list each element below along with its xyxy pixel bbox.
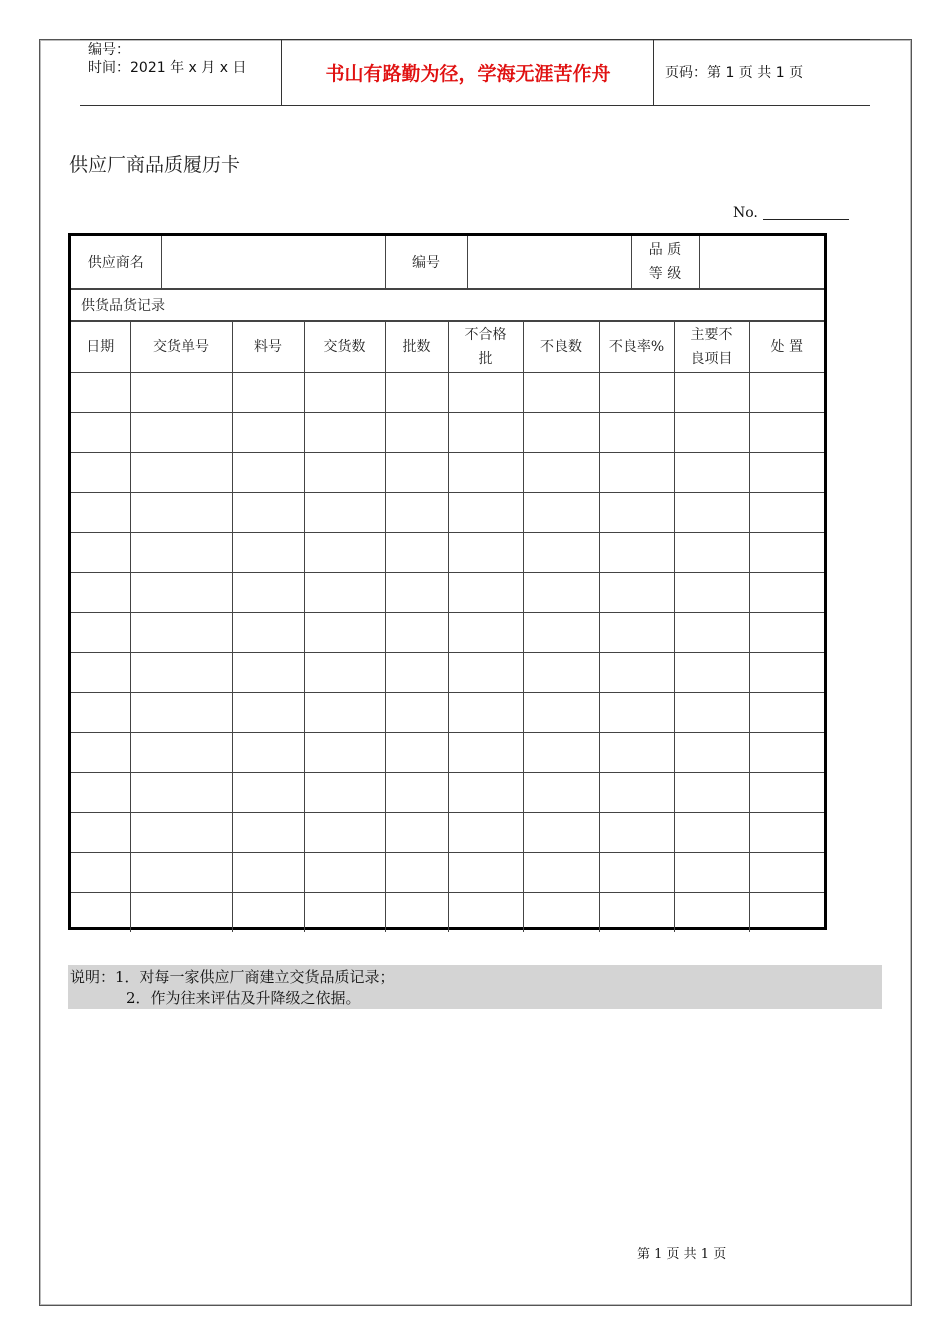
- records-header-row: [71, 321, 824, 372]
- table-cell[interactable]: [232, 572, 304, 612]
- table-cell[interactable]: [385, 372, 448, 412]
- table-cell[interactable]: [130, 812, 232, 852]
- serial-label: 编号：: [88, 42, 130, 58]
- table-cell[interactable]: [385, 572, 448, 612]
- table-cell[interactable]: [674, 812, 749, 852]
- number-field[interactable]: [763, 219, 849, 220]
- table-cell[interactable]: [130, 652, 232, 692]
- column-header: [674, 321, 749, 372]
- table-cell[interactable]: [232, 772, 304, 812]
- table-cell[interactable]: [523, 692, 599, 732]
- table-cell[interactable]: [523, 812, 599, 852]
- table-cell[interactable]: [71, 452, 130, 492]
- table-cell[interactable]: [232, 692, 304, 732]
- table-cell[interactable]: [599, 852, 674, 892]
- column-header-line2: 良项目: [690, 350, 733, 367]
- table-cell[interactable]: [749, 772, 824, 812]
- table-cell[interactable]: [599, 532, 674, 572]
- table-cell[interactable]: [674, 772, 749, 812]
- table-cell[interactable]: [304, 772, 385, 812]
- table-cell[interactable]: [71, 692, 130, 732]
- column-header: [523, 321, 599, 372]
- table-cell[interactable]: [71, 812, 130, 852]
- table-cell[interactable]: [448, 852, 523, 892]
- table-cell[interactable]: [71, 372, 130, 412]
- table-cell[interactable]: [448, 732, 523, 772]
- table-cell[interactable]: [232, 452, 304, 492]
- table-cell[interactable]: [130, 492, 232, 532]
- column-header: [448, 321, 523, 372]
- records-table: [71, 321, 824, 933]
- motto: 书山有路勤为径，学海无涯苦作舟: [325, 63, 611, 85]
- table-cell[interactable]: [599, 572, 674, 612]
- table-cell[interactable]: [304, 452, 385, 492]
- table-row: [71, 812, 824, 852]
- table-cell[interactable]: [232, 652, 304, 692]
- table-cell[interactable]: [599, 772, 674, 812]
- table-cell[interactable]: [599, 732, 674, 772]
- table-cell[interactable]: [448, 812, 523, 852]
- table-cell[interactable]: [523, 652, 599, 692]
- table-cell[interactable]: [385, 892, 448, 932]
- page-code: 页码：第 1 页 共 1 页: [665, 65, 804, 81]
- table-cell[interactable]: [523, 492, 599, 532]
- table-cell[interactable]: [130, 372, 232, 412]
- table-cell[interactable]: [71, 852, 130, 892]
- table-row: [71, 652, 824, 692]
- table-cell[interactable]: [71, 572, 130, 612]
- page-header: [80, 39, 870, 106]
- table-row: [71, 532, 824, 572]
- table-cell[interactable]: [232, 732, 304, 772]
- table-cell[interactable]: [71, 732, 130, 772]
- table-cell[interactable]: [385, 532, 448, 572]
- table-cell[interactable]: [599, 612, 674, 652]
- table-cell[interactable]: [71, 412, 130, 452]
- table-cell[interactable]: [71, 772, 130, 812]
- table-cell[interactable]: [749, 852, 824, 892]
- table-cell[interactable]: [130, 732, 232, 772]
- column-header: [599, 321, 674, 372]
- table-cell[interactable]: [304, 412, 385, 452]
- column-header: [385, 321, 448, 372]
- table-row: [71, 612, 824, 652]
- table-cell[interactable]: [385, 612, 448, 652]
- table-cell[interactable]: [71, 532, 130, 572]
- table-cell[interactable]: [674, 492, 749, 532]
- column-header-line1: 交货单号: [153, 338, 209, 355]
- table-cell[interactable]: [232, 412, 304, 452]
- table-cell[interactable]: [385, 452, 448, 492]
- table-cell[interactable]: [749, 612, 824, 652]
- table-cell[interactable]: [749, 692, 824, 732]
- table-row: [71, 572, 824, 612]
- table-cell[interactable]: [130, 612, 232, 652]
- supplier-name-field[interactable]: [161, 236, 385, 288]
- table-cell[interactable]: [71, 892, 130, 932]
- table-cell[interactable]: [523, 572, 599, 612]
- table-cell[interactable]: [523, 452, 599, 492]
- table-cell[interactable]: [304, 732, 385, 772]
- table-cell[interactable]: [71, 612, 130, 652]
- table-cell[interactable]: [71, 652, 130, 692]
- table-cell[interactable]: [448, 572, 523, 612]
- column-header-line1: 处 置: [770, 338, 803, 355]
- table-cell[interactable]: [599, 412, 674, 452]
- table-cell[interactable]: [130, 412, 232, 452]
- quality-grade-label-line1: 品 质: [648, 241, 682, 258]
- header-meta: [80, 40, 282, 106]
- table-cell[interactable]: [674, 372, 749, 412]
- records-label-table: [71, 289, 824, 321]
- table-cell[interactable]: [749, 452, 824, 492]
- table-cell[interactable]: [523, 852, 599, 892]
- table-cell[interactable]: [448, 492, 523, 532]
- table-cell[interactable]: [448, 532, 523, 572]
- table-cell[interactable]: [304, 852, 385, 892]
- table-cell[interactable]: [523, 532, 599, 572]
- table-cell[interactable]: [130, 852, 232, 892]
- table-cell[interactable]: [448, 652, 523, 692]
- column-header-line1: 批数: [402, 338, 431, 355]
- table-cell[interactable]: [304, 532, 385, 572]
- quality-grade-label: [631, 236, 699, 288]
- table-cell[interactable]: [674, 412, 749, 452]
- table-cell[interactable]: [523, 612, 599, 652]
- table-cell[interactable]: [448, 612, 523, 652]
- column-header-line1: 交货数: [323, 338, 366, 355]
- table-cell[interactable]: [232, 812, 304, 852]
- code-field[interactable]: [467, 236, 631, 288]
- table-row: [71, 772, 824, 812]
- table-cell[interactable]: [385, 852, 448, 892]
- table-cell[interactable]: [674, 612, 749, 652]
- column-header-line1: 不良数: [540, 338, 582, 355]
- table-cell[interactable]: [674, 852, 749, 892]
- table-cell[interactable]: [130, 772, 232, 812]
- table-cell[interactable]: [304, 892, 385, 932]
- column-header: [749, 321, 824, 372]
- table-cell[interactable]: [385, 812, 448, 852]
- table-cell[interactable]: [599, 892, 674, 932]
- table-row: [71, 852, 824, 892]
- table-cell[interactable]: [304, 612, 385, 652]
- column-header-line1: 不良率%: [608, 338, 665, 355]
- table-cell[interactable]: [599, 692, 674, 732]
- column-header: [130, 321, 232, 372]
- table-cell[interactable]: [749, 532, 824, 572]
- table-cell[interactable]: [385, 692, 448, 732]
- table-cell[interactable]: [523, 372, 599, 412]
- table-cell[interactable]: [130, 572, 232, 612]
- table-cell[interactable]: [599, 812, 674, 852]
- table-cell[interactable]: [130, 452, 232, 492]
- table-cell[interactable]: [385, 732, 448, 772]
- table-cell[interactable]: [71, 492, 130, 532]
- table-cell[interactable]: [749, 492, 824, 532]
- table-cell[interactable]: [130, 692, 232, 732]
- notes-box: [68, 965, 882, 1009]
- table-cell[interactable]: [674, 892, 749, 932]
- table-row: [71, 492, 824, 532]
- table-cell[interactable]: [674, 532, 749, 572]
- note-line-2: 2．作为往来评估及升降级之依据。: [126, 989, 361, 1007]
- table-cell[interactable]: [130, 532, 232, 572]
- table-cell[interactable]: [674, 692, 749, 732]
- table-cell[interactable]: [448, 452, 523, 492]
- table-cell[interactable]: [304, 372, 385, 412]
- table-cell[interactable]: [749, 572, 824, 612]
- table-row: [71, 372, 824, 412]
- supplier-name-label: 供应商名: [71, 236, 161, 288]
- column-header-line1: 不合格: [464, 326, 507, 343]
- table-cell[interactable]: [232, 532, 304, 572]
- table-cell[interactable]: [749, 812, 824, 852]
- column-header: [232, 321, 304, 372]
- table-cell[interactable]: [385, 652, 448, 692]
- table-cell[interactable]: [523, 732, 599, 772]
- table-cell[interactable]: [232, 492, 304, 532]
- table-row: [71, 412, 824, 452]
- note-line-1: 说明：1．对每一家供应厂商建立交货品质记录；: [70, 968, 395, 986]
- table-cell[interactable]: [304, 492, 385, 532]
- table-cell[interactable]: [304, 692, 385, 732]
- table-cell[interactable]: [385, 492, 448, 532]
- table-cell[interactable]: [674, 732, 749, 772]
- header-motto-cell: [282, 40, 654, 106]
- table-cell[interactable]: [674, 572, 749, 612]
- column-header-line1: 主要不: [690, 326, 733, 343]
- table-cell[interactable]: [304, 652, 385, 692]
- table-cell[interactable]: [385, 412, 448, 452]
- table-cell[interactable]: [448, 692, 523, 732]
- column-header-line1: 日期: [86, 338, 115, 355]
- table-cell[interactable]: [749, 412, 824, 452]
- table-cell[interactable]: [749, 652, 824, 692]
- table-cell[interactable]: [674, 452, 749, 492]
- quality-grade-field[interactable]: [699, 236, 824, 288]
- document-title: 供应厂商品质履历卡: [69, 154, 241, 176]
- quality-grade-label-line2: 等 级: [648, 265, 682, 282]
- table-cell[interactable]: [304, 572, 385, 612]
- table-cell[interactable]: [232, 892, 304, 932]
- column-header-line2: 批: [478, 350, 493, 367]
- table-cell[interactable]: [599, 492, 674, 532]
- table-cell[interactable]: [130, 892, 232, 932]
- table-cell[interactable]: [448, 372, 523, 412]
- table-cell[interactable]: [304, 812, 385, 852]
- table-cell[interactable]: [523, 892, 599, 932]
- table-cell[interactable]: [749, 892, 824, 932]
- code-label: 编号: [385, 236, 467, 288]
- table-cell[interactable]: [385, 772, 448, 812]
- table-row: [71, 692, 824, 732]
- table-cell[interactable]: [674, 652, 749, 692]
- table-cell[interactable]: [599, 372, 674, 412]
- table-cell[interactable]: [599, 652, 674, 692]
- table-row: [71, 892, 824, 932]
- table-cell[interactable]: [232, 852, 304, 892]
- table-cell[interactable]: [448, 892, 523, 932]
- table-row: [71, 732, 824, 772]
- supplier-info-table: [71, 236, 824, 289]
- table-row: [71, 452, 824, 492]
- table-cell[interactable]: [599, 452, 674, 492]
- table-cell[interactable]: [448, 412, 523, 452]
- column-header: [71, 321, 130, 372]
- table-cell[interactable]: [523, 412, 599, 452]
- table-cell[interactable]: [523, 772, 599, 812]
- table-cell[interactable]: [232, 612, 304, 652]
- page-footer: 第 1 页 共 1 页: [637, 1247, 727, 1262]
- column-header-line1: 料号: [254, 338, 282, 355]
- records-label: 供货品货记录: [71, 289, 824, 320]
- table-cell[interactable]: [232, 372, 304, 412]
- column-header: [304, 321, 385, 372]
- supplier-quality-form: [68, 233, 827, 930]
- time-label: 时间：2021 年 x 月 x 日: [88, 60, 247, 76]
- table-cell[interactable]: [448, 772, 523, 812]
- table-cell[interactable]: [749, 372, 824, 412]
- number-label: No.: [733, 205, 758, 221]
- table-cell[interactable]: [749, 732, 824, 772]
